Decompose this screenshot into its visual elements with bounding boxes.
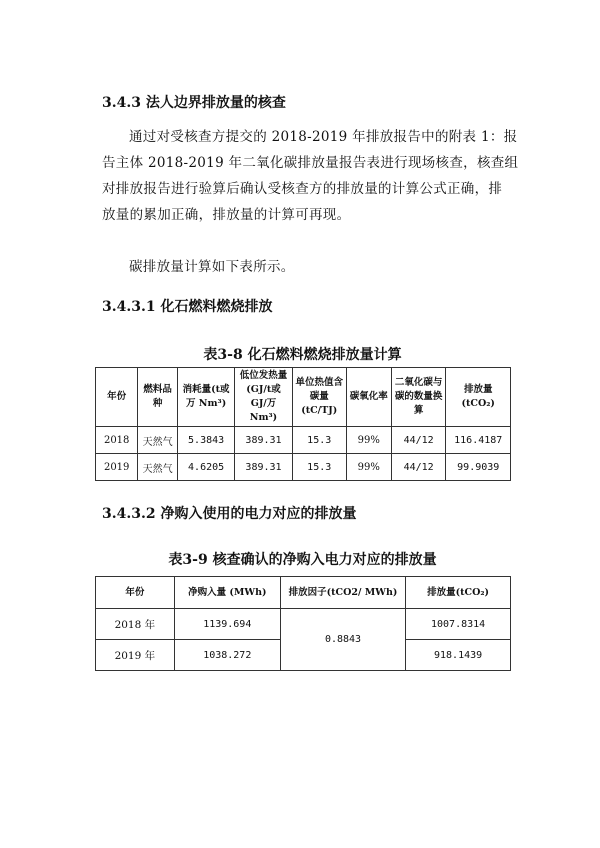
cell-consumption: 4.6205: [177, 454, 234, 481]
cell-year: 2018 年: [96, 609, 175, 640]
header-cell-conversion: 二氧化碳与碳的数量换算: [391, 368, 446, 427]
cell-year: 2018: [96, 427, 138, 454]
header-cell-ncv: 低位发热量(GJ/t或 GJ/万Nm³): [235, 368, 292, 427]
paragraph-line: 通过对受核查方提交的 2018-2019 年排放报告中的附表 1：报: [129, 129, 518, 145]
cell-year: 2019 年: [96, 640, 175, 671]
header-cell-oxidation-rate: 碳氧化率: [346, 368, 391, 427]
table-3-8: [95, 367, 511, 481]
cell-oxidation-rate: 99%: [346, 454, 391, 481]
section-heading-3-4-3-2: 3.4.3.2 净购入使用的电力对应的排放量: [102, 506, 357, 522]
table-row: [96, 427, 511, 454]
body-paragraph-2: 碳排放量计算如下表所示。: [129, 259, 295, 275]
cell-purchase: 1139.694: [174, 609, 280, 640]
cell-carbon-content: 15.3: [292, 427, 346, 454]
cell-factor: 0.8843: [280, 609, 405, 671]
table-3-9-caption: 表3-9 核查确认的净购入电力对应的排放量: [168, 552, 437, 568]
section-heading-3-4-3: 3.4.3 法人边界排放量的核查: [102, 95, 286, 111]
section-heading-3-4-3-1: 3.4.3.1 化石燃料燃烧排放: [102, 299, 273, 315]
cell-purchase: 1038.272: [174, 640, 280, 671]
paragraph-line: 放量的累加正确，排放量的计算可再现。: [102, 207, 351, 223]
header-cell-year: 年份: [96, 577, 175, 609]
header-cell-fuel: 燃料品种: [138, 368, 178, 427]
header-cell-carbon-content: 单位热值含碳量(tC/TJ): [292, 368, 346, 427]
header-cell-factor: 排放因子(tCO2/ MWh): [280, 577, 405, 609]
cell-oxidation-rate: 99%: [346, 427, 391, 454]
header-cell-emission: 排放量(tCO₂): [406, 577, 511, 609]
header-cell-consumption: 消耗量(t或万 Nm³): [177, 368, 234, 427]
cell-year: 2019: [96, 454, 138, 481]
cell-emission: 99.9039: [446, 454, 511, 481]
cell-conversion: 44/12: [391, 454, 446, 481]
paragraph-line: 告主体 2018-2019 年二氧化碳排放量报告表进行现场核查，核查组: [102, 155, 519, 171]
table-3-8-caption: 表3-8 化石燃料燃烧排放量计算: [203, 347, 402, 363]
cell-ncv: 389.31: [235, 454, 292, 481]
table-3-9: [95, 576, 511, 671]
table-row: [96, 609, 511, 640]
cell-emission: 1007.8314: [406, 609, 511, 640]
cell-emission: 116.4187: [446, 427, 511, 454]
header-cell-emission: 排放量(tCO₂): [446, 368, 511, 427]
cell-fuel: 天然气: [138, 454, 178, 481]
paragraph-line: 对排放报告进行验算后确认受核查方的排放量的计算公式正确，排: [102, 181, 503, 197]
cell-conversion: 44/12: [391, 427, 446, 454]
header-cell-year: 年份: [96, 368, 138, 427]
cell-emission: 918.1439: [406, 640, 511, 671]
header-cell-purchase: 净购入量 (MWh): [174, 577, 280, 609]
table-row: [96, 454, 511, 481]
cell-ncv: 389.31: [235, 427, 292, 454]
cell-consumption: 5.3843: [177, 427, 234, 454]
table-header-row: [96, 577, 511, 609]
cell-fuel: 天然气: [138, 427, 178, 454]
body-paragraph: [102, 124, 519, 228]
table-header-row: [96, 368, 511, 427]
cell-carbon-content: 15.3: [292, 454, 346, 481]
